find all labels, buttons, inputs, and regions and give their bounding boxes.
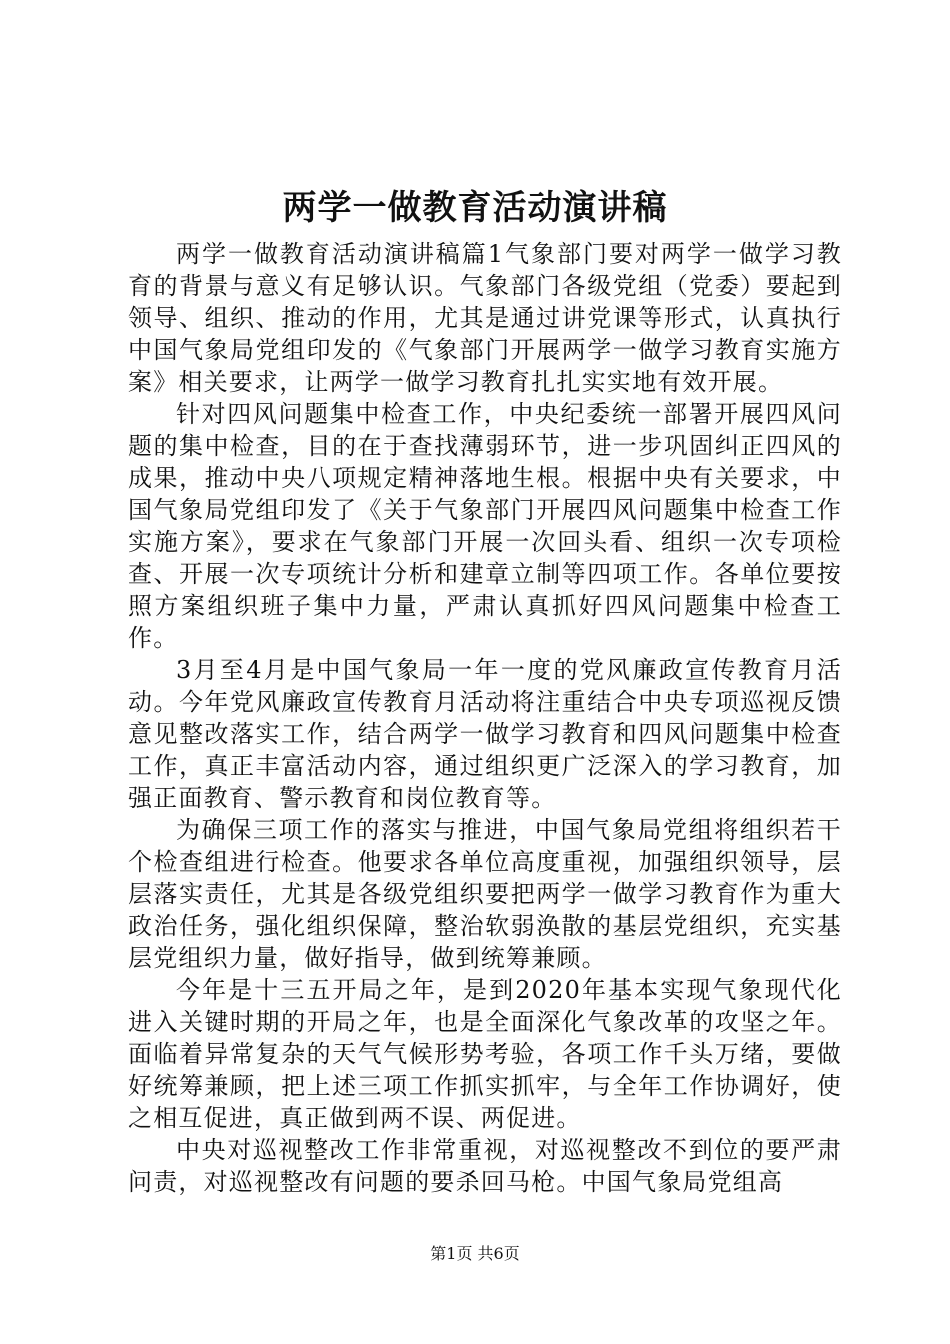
document-title: 两学一做教育活动演讲稿 <box>282 188 668 228</box>
paragraph: 针对四风问题集中检查工作，中央纪委统一部署开展四风问题的集中检查，目的在于查找薄弱环节，进一步巩固纠正四风的成果，推动中央八项规定精神落地生根。根据中央有关要求，中国气象局党组印发了《关于气象部门开展四风问题集中检查工作实施方案》，要求在气象部门开展一次回头看、组织一次专项检查、开展一次专项统计分析和建章立制等四项工作。各单位要按照方案组织班子集中力量，严肃认真抓好四风问题集中检查工作。 <box>128 400 842 652</box>
paragraph: 今年是十三五开局之年，是到2020年基本实现气象现代化进入关键时期的开局之年，也是全面深化气象改革的攻坚之年。面临着异常复杂的天气气候形势考验，各项工作千头万绪，要做好统筹兼顾，把上述三项工作抓实抓牢，与全年工作协调好，使之相互促进，真正做到两不误、两促进。 <box>128 976 842 1132</box>
page-number-footer: 第1页 共6页 <box>430 1244 520 1263</box>
paragraph: 3月至4月是中国气象局一年一度的党风廉政宣传教育月活动。今年党风廉政宣传教育月活动将注重结合中央专项巡视反馈意见整改落实工作，结合两学一做学习教育和四风问题集中检查工作，真正丰富活动内容，通过组织更广泛深入的学习教育，加强正面教育、警示教育和岗位教育等。 <box>128 656 842 812</box>
paragraph: 为确保三项工作的落实与推进，中国气象局党组将组织若干个检查组进行检查。他要求各单位高度重视，加强组织领导，层层落实责任，尤其是各级党组织要把两学一做学习教育作为重大政治任务，强化组织保障，整治软弱涣散的基层党组织，充实基层党组织力量，做好指导，做到统筹兼顾。 <box>128 816 842 972</box>
paragraph: 中央对巡视整改工作非常重视，对巡视整改不到位的要严肃问责，对巡视整改有问题的要杀回马枪。中国气象局党组高 <box>128 1136 842 1196</box>
document-body <box>128 238 842 1198</box>
paragraph: 两学一做教育活动演讲稿篇1气象部门要对两学一做学习教育的背景与意义有足够认识。气象部门各级党组（党委）要起到领导、组织、推动的作用，尤其是通过讲党课等形式，认真执行中国气象局党组印发的《气象部门开展两学一做学习教育实施方案》相关要求，让两学一做学习教育扎扎实实地有效开展。 <box>128 240 842 396</box>
